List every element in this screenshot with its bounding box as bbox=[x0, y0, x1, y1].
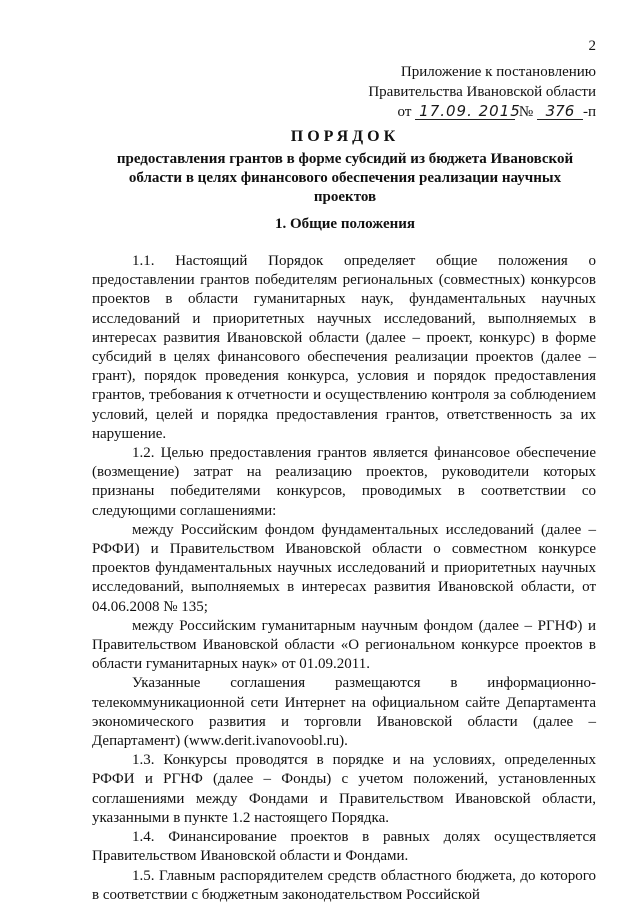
handwritten-number: 376 bbox=[537, 103, 583, 120]
paragraph: Указанные соглашения размещаются в информационно-телекоммуникационной сети Интернет на официальном сайте Департамента экономического развития и торговли Ивановской области (далее – Департамент) (www.derit.ivanovoobl.ru). bbox=[92, 675, 596, 750]
number-label: № bbox=[518, 104, 534, 120]
paragraph: 1.4. Финансирование проектов в равных долях осуществляется Правительством Ивановской области и Фондами. bbox=[92, 829, 596, 865]
document-title: ПОРЯДОК bbox=[290, 128, 400, 145]
document-subtitle: предоставления грантов в форме субсидий из бюджета Ивановской области в целях финансового обеспечения реализации научных проектов bbox=[116, 151, 574, 205]
approval-date-number-line bbox=[296, 102, 596, 122]
paragraph: между Российским гуманитарным научным фондом (далее – РГНФ) и Правительством Ивановской области «О региональном конкурсе проектов в области гуманитарных наук» от 01.09.2011. bbox=[92, 617, 596, 673]
from-label: от bbox=[397, 104, 412, 120]
approval-block bbox=[296, 62, 596, 122]
paragraph: 1.3. Конкурсы проводятся в порядке и на условиях, определенных РФФИ и РГНФ (далее – Фонды) с учетом положений, установленных соглашениями между Фондами и Правительством Ивановской области, указанными в пункте 1.2 настоящего Порядка. bbox=[92, 752, 596, 826]
handwritten-date: 17.09. 2015 bbox=[415, 103, 515, 120]
paragraph: 1.2. Целью предоставления грантов является финансовое обеспечение (возмещение) затрат на реализацию проектов, руководители которых признаны победителями конкурсов, проводимых в соответствии со следующими соглашениями: bbox=[92, 445, 596, 519]
approval-line-2: Правительства Ивановской области bbox=[368, 84, 596, 100]
paragraph: 1.1. Настоящий Порядок определяет общие положения о предоставлении грантов победителям региональных (совместных) конкурсов проектов в области гуманитарных наук, фундаментальных научных исследований и приоритетных научных исследований, выполняемых в интересах развития Ивановской области (далее – проект, конкурс) в форме субсидий в целях финансового обеспечения реализации проектов (далее – грант), порядок проведения конкурса, условия и порядок предоставления грантов, требования к отчетности и осуществлению контроля за соблюдением условий, целей и порядка предоставления грантов, ответственность за их нарушение. bbox=[92, 253, 596, 442]
approval-line-1: Приложение к постановлению bbox=[400, 64, 596, 80]
page-number: 2 bbox=[588, 38, 596, 54]
paragraph: 1.5. Главным распорядителем средств областного бюджета, до которого в соответствии с бюджетным законодательством Российской bbox=[92, 867, 596, 903]
number-suffix: -п bbox=[582, 104, 596, 120]
document-body bbox=[92, 252, 596, 905]
section-heading: 1. Общие положения bbox=[274, 216, 416, 232]
paragraph: между Российским фондом фундаментальных исследований (далее – РФФИ) и Правительством Ивановской области о совместном конкурсе проектов фундаментальных научных исследований и приоритетных научных исследований, выполняемых в интересах развития Ивановской области, от 04.06.2008 № 135; bbox=[92, 521, 596, 615]
